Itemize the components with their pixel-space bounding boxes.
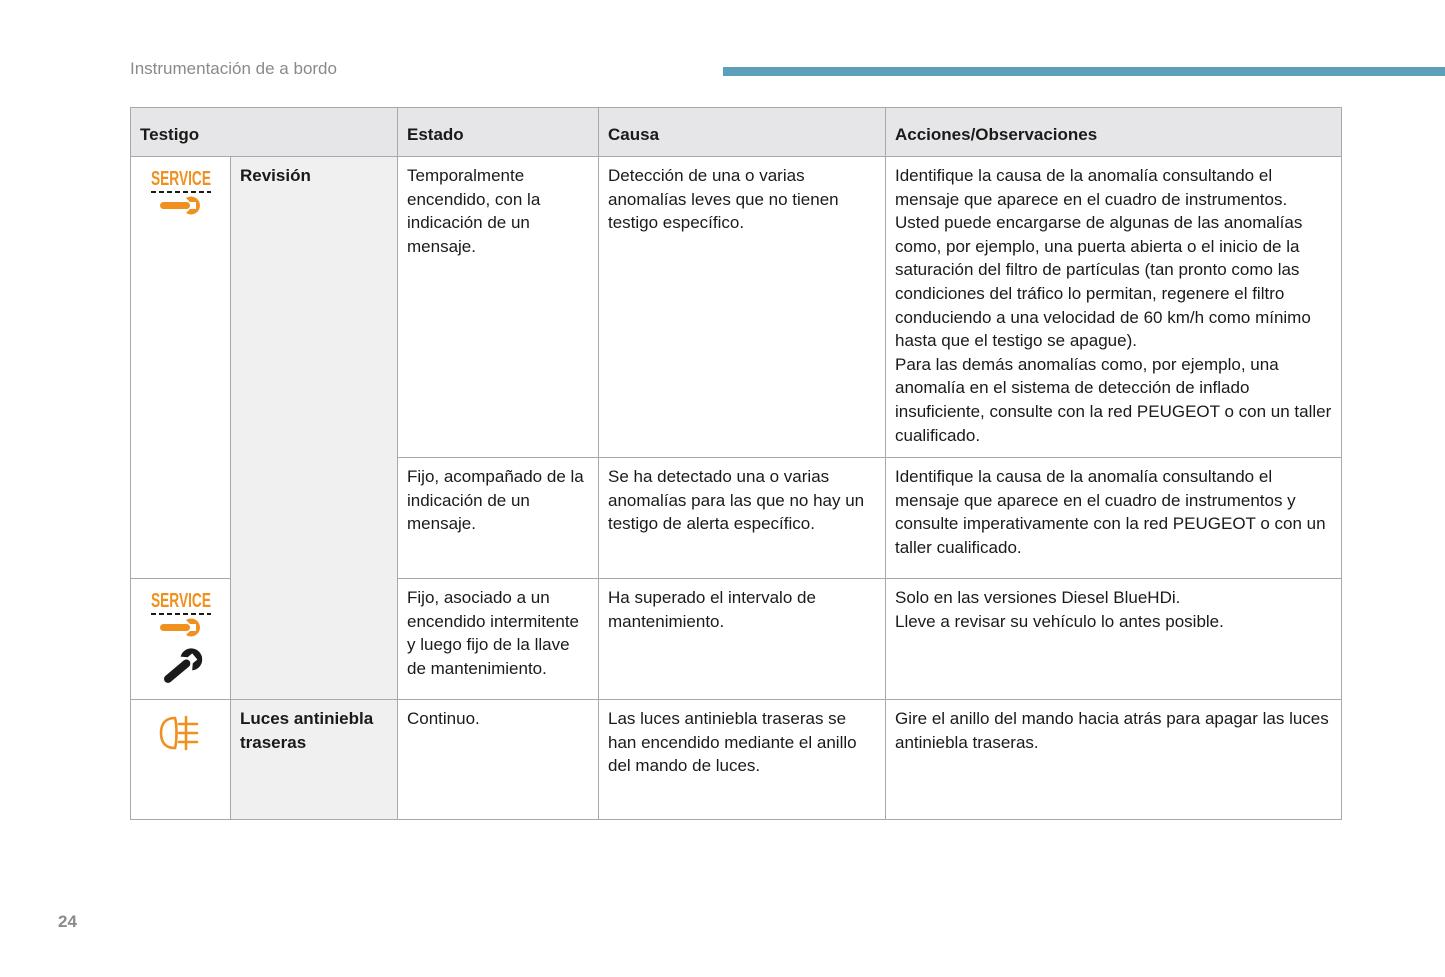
black-wrench-icon — [158, 648, 204, 688]
table-row — [131, 157, 1342, 458]
estado-cell: Fijo, acompañado de la indicación de un mensaje. — [398, 458, 599, 579]
estado-cell: Fijo, asociado a un encendido intermitente y luego fijo de la llave de mantenimiento. — [398, 579, 599, 700]
icon-cell — [131, 157, 231, 579]
service-icon-text: SERVICE — [150, 590, 211, 612]
table-row — [131, 700, 1342, 820]
acciones-text: Identifique la causa de la anomalía consultando el mensaje que aparece en el cuadro de instrumentos. Usted puede encargarse de algunas de las anomalías como, por ejemplo, una puerta abierta o el inicio de la saturación del filtro de partículas (tan pronto como las condiciones del tráfico lo permitan, regenere el filtro conduciendo a una velocidad de 60 km/h como mínimo hasta que el testigo se apague). Para las demás anomalías como, por ejemplo, una anomalía en el sistema de detección de inflado insuficiente, consulte con la red PEUGEOT o con un taller cualificado. — [895, 166, 1332, 445]
section-title: Instrumentación de a bordo — [130, 59, 337, 78]
service-wrench-icon — [148, 166, 214, 222]
estado-cell: Continuo. — [398, 700, 599, 820]
causa-cell: Las luces antiniebla traseras se han encendido mediante el anillo del mando de luces. — [599, 700, 886, 820]
group-name-rear-fog: Luces antiniebla traseras — [231, 700, 398, 820]
acciones-cell: Identifique la causa de la anomalía consultando el mensaje que aparece en el cuadro de instrumentos y consulte imperativamente con la red PEUGEOT o con un taller cualificado. — [886, 458, 1342, 579]
page-number: 24 — [58, 912, 77, 931]
header-estado: Estado — [398, 108, 599, 157]
table-header-row — [131, 108, 1342, 157]
warning-lights-table — [130, 107, 1342, 820]
service-wrench-icon — [148, 588, 214, 644]
group-name-revision: Revisión — [231, 157, 398, 700]
header-acciones: Acciones/Observaciones — [886, 108, 1342, 157]
service-icon-text: SERVICE — [150, 168, 211, 190]
icon-cell — [131, 700, 231, 820]
header-testigo: Testigo — [131, 108, 398, 157]
acciones-cell — [886, 579, 1342, 700]
estado-cell: Temporalmente encendido, con la indicación de un mensaje. — [398, 157, 599, 458]
causa-cell: Se ha detectado una o varias anomalías para las que no hay un testigo de alerta específico. — [599, 458, 886, 579]
causa-cell: Ha superado el intervalo de mantenimiento. — [599, 579, 886, 700]
icon-cell — [131, 579, 231, 700]
header-causa: Causa — [599, 108, 886, 157]
acciones-cell: Gire el anillo del mando hacia atrás para apagar las luces antiniebla traseras. — [886, 700, 1342, 820]
rear-fog-light-icon — [157, 713, 205, 753]
causa-cell: Detección de una o varias anomalías leves que no tienen testigo específico. — [599, 157, 886, 458]
acciones-text: Solo en las versiones Diesel BlueHDi. Lleve a revisar su vehículo lo antes posible. — [895, 588, 1224, 631]
header-accent-bar — [723, 67, 1445, 76]
acciones-cell — [886, 157, 1342, 458]
